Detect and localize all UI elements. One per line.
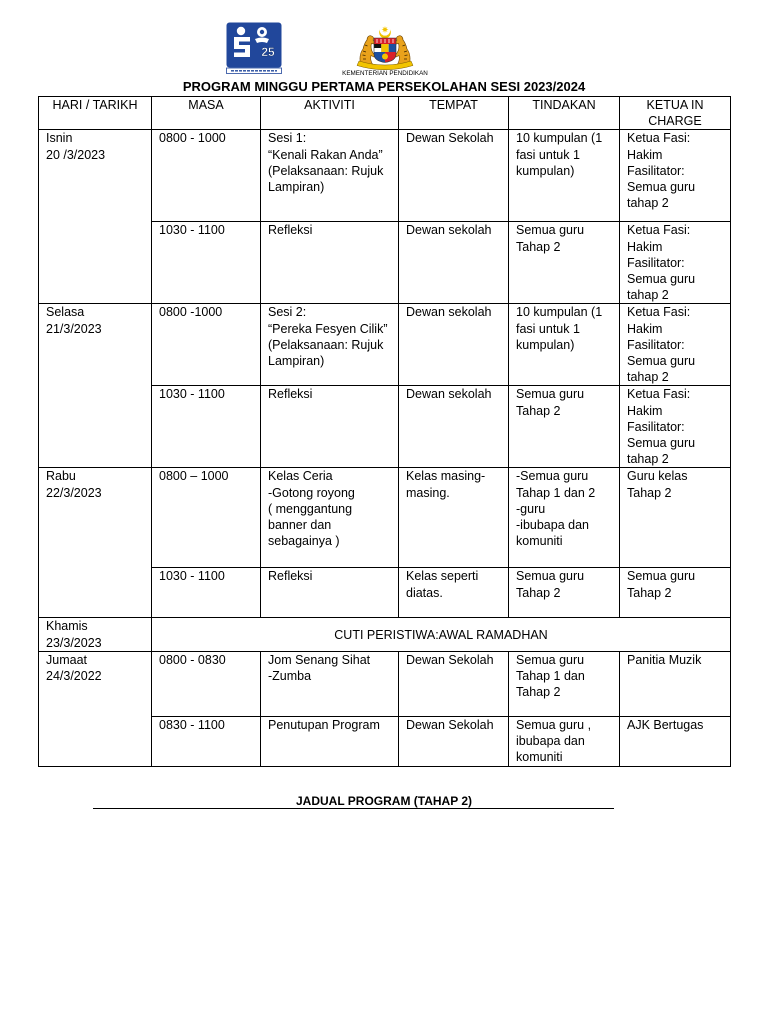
column-header-tempat: TEMPAT xyxy=(399,97,509,130)
ketua-cell: Semua guru Tahap 2 xyxy=(620,568,731,618)
coat-of-arms-icon xyxy=(340,24,430,70)
aktiviti-cell: Jom Senang Sihat -Zumba xyxy=(261,651,399,716)
footer-caption: JADUAL PROGRAM (TAHAP 2) xyxy=(295,794,472,808)
day-cell-selasa: Selasa 21/3/2023 xyxy=(39,304,152,468)
aktiviti-cell: Refleksi xyxy=(261,222,399,304)
column-header-ketua: KETUA IN CHARGE xyxy=(620,97,731,130)
aktiviti-cell: Penutupan Program xyxy=(261,716,399,766)
table-row xyxy=(39,651,731,716)
column-header-tindakan: TINDAKAN xyxy=(509,97,620,130)
aktiviti-cell: Refleksi xyxy=(261,386,399,468)
aktiviti-cell: Sesi 2: “Pereka Fesyen Cilik” (Pelaksanaan: Rujuk Lampiran) xyxy=(261,304,399,386)
tempat-cell: Dewan Sekolah xyxy=(399,651,509,716)
tindakan-cell: 10 kumpulan (1 fasi untuk 1 kumpulan) xyxy=(509,304,620,386)
table-row xyxy=(39,130,731,222)
tempat-cell: Dewan Sekolah xyxy=(399,716,509,766)
aktiviti-cell: Refleksi xyxy=(261,568,399,618)
masa-cell: 0800 - 1000 xyxy=(152,130,261,222)
tempat-cell: Dewan sekolah xyxy=(399,304,509,386)
masa-cell: 1030 - 1100 xyxy=(152,386,261,468)
table-row xyxy=(39,304,731,386)
schedule-table xyxy=(38,96,731,767)
masa-cell: 0800 -1000 xyxy=(152,304,261,386)
tindakan-cell: -Semua guru Tahap 1 dan 2 -guru -ibubapa dan komuniti xyxy=(509,468,620,568)
aktiviti-cell: Sesi 1: “Kenali Rakan Anda” (Pelaksanaan: Rujuk Lampiran) xyxy=(261,130,399,222)
ketua-cell: Guru kelas Tahap 2 xyxy=(620,468,731,568)
table-header-row xyxy=(39,97,731,130)
ketua-cell: Ketua Fasi: Hakim Fasilitator: Semua guru tahap 2 xyxy=(620,386,731,468)
ketua-cell: Panitia Muzik xyxy=(620,651,731,716)
ketua-cell: Ketua Fasi: Hakim Fasilitator: Semua guru tahap 2 xyxy=(620,222,731,304)
footer-underline xyxy=(93,808,614,809)
masa-cell: 0830 - 1100 xyxy=(152,716,261,766)
tindakan-cell: Semua guru Tahap 2 xyxy=(509,222,620,304)
school-logo-icon xyxy=(226,22,282,74)
tempat-cell: Dewan Sekolah xyxy=(399,130,509,222)
day-cell-jumaat: Jumaat 24/3/2022 xyxy=(39,651,152,766)
column-header-aktiviti: AKTIVITI xyxy=(261,97,399,130)
table-row xyxy=(39,468,731,568)
ketua-cell: Ketua Fasi: Hakim Fasilitator: Semua guru tahap 2 xyxy=(620,130,731,222)
logo-badge-number: 25 xyxy=(261,45,275,59)
masa-cell: 0800 – 1000 xyxy=(152,468,261,568)
masa-cell: 1030 - 1100 xyxy=(152,568,261,618)
document-title: PROGRAM MINGGU PERTAMA PERSEKOLAHAN SESI 2023/2024 xyxy=(182,79,586,94)
tindakan-cell: Semua guru , ibubapa dan komuniti xyxy=(509,716,620,766)
tindakan-cell: Semua guru Tahap 2 xyxy=(509,386,620,468)
column-header-hari-tarikh: HARI / TARIKH xyxy=(39,97,152,130)
tindakan-cell: Semua guru Tahap 1 dan Tahap 2 xyxy=(509,651,620,716)
column-header-masa: MASA xyxy=(152,97,261,130)
masa-cell: 1030 - 1100 xyxy=(152,222,261,304)
ketua-cell: AJK Bertugas xyxy=(620,716,731,766)
day-cell-khamis: Khamis 23/3/2023 xyxy=(39,618,152,651)
tempat-cell: Kelas masing- masing. xyxy=(399,468,509,568)
tempat-cell: Kelas seperti diatas. xyxy=(399,568,509,618)
day-cell-isnin: Isnin 20 /3/2023 xyxy=(39,130,152,304)
holiday-note-cell: CUTI PERISTIWA:AWAL RAMADHAN xyxy=(152,618,731,651)
masa-cell: 0800 - 0830 xyxy=(152,651,261,716)
tindakan-cell: 10 kumpulan (1 fasi untuk 1 kumpulan) xyxy=(509,130,620,222)
aktiviti-cell: Kelas Ceria -Gotong royong ( menggantung banner dan sebagainya ) xyxy=(261,468,399,568)
table-row xyxy=(39,618,731,651)
day-cell-rabu: Rabu 22/3/2023 xyxy=(39,468,152,618)
ketua-cell: Ketua Fasi: Hakim Fasilitator: Semua guru tahap 2 xyxy=(620,304,731,386)
ministry-caption: KEMENTERIAN PENDIDIKAN xyxy=(342,70,428,77)
tempat-cell: Dewan sekolah xyxy=(399,386,509,468)
tempat-cell: Dewan sekolah xyxy=(399,222,509,304)
tindakan-cell: Semua guru Tahap 2 xyxy=(509,568,620,618)
